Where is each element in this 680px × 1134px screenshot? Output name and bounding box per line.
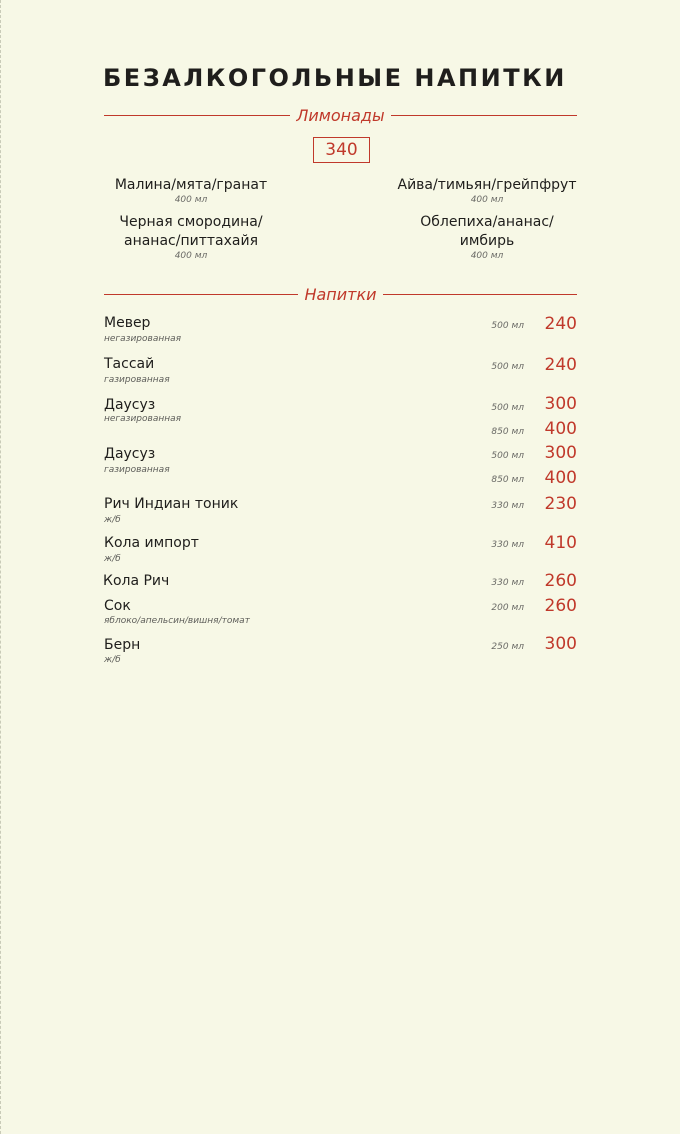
- lemonade-volume: 400 мл: [174, 251, 208, 261]
- drink-note: газированная: [104, 465, 170, 475]
- drink-volume: 250 мл: [491, 642, 524, 652]
- lemonade-item: [90, 176, 292, 206]
- drink-name: Тассай: [104, 356, 155, 372]
- drink-name: Сок: [104, 598, 131, 614]
- drink-price: 400: [544, 468, 577, 488]
- lemonades-heading: [104, 104, 577, 126]
- drink-note: яблоко/апельсин/вишня/томат: [104, 616, 250, 626]
- page-title: БЕЗАЛКОГОЛЬНЫЕ НАПИТКИ: [103, 64, 567, 92]
- drink-volume: 850 мл: [491, 427, 524, 437]
- lemonade-volume: 400 мл: [470, 195, 504, 205]
- lemonade-item: [376, 176, 598, 206]
- drink-price: 240: [544, 355, 577, 375]
- drinks-heading: [104, 283, 577, 305]
- drink-name: Кола Рич: [103, 573, 170, 589]
- drink-volume: 500 мл: [491, 403, 524, 413]
- drink-note: ж/б: [104, 554, 121, 564]
- divider-right: [391, 115, 577, 116]
- divider-left: [104, 294, 298, 295]
- drink-price: 300: [544, 634, 577, 654]
- lemonade-item: [376, 213, 598, 262]
- lemonade-name-line2: ананас/питтахайя: [124, 233, 258, 249]
- drink-note: негазированная: [104, 414, 182, 424]
- drink-price: 260: [544, 596, 577, 616]
- lemonade-name: Малина/мята/гранат: [114, 177, 268, 193]
- drink-price: 240: [544, 314, 577, 334]
- drink-volume: 200 мл: [491, 603, 524, 613]
- lemonade-item: [90, 213, 292, 262]
- drink-note: ж/б: [104, 515, 121, 525]
- drink-price: 410: [544, 533, 577, 553]
- drink-volume: 850 мл: [491, 475, 524, 485]
- drink-price: 300: [544, 443, 577, 463]
- drink-volume: 330 мл: [491, 501, 524, 511]
- drink-note: газированная: [104, 375, 170, 385]
- drink-volume: 330 мл: [491, 540, 524, 550]
- drink-volume: 500 мл: [491, 451, 524, 461]
- lemonade-name: Айва/тимьян/грейпфрут: [397, 177, 577, 193]
- lemonades-heading-label: Лимонады: [296, 105, 385, 125]
- lemonade-name-line1: Облепиха/ананас/: [420, 214, 554, 230]
- lemonades-price-box: 340: [313, 137, 370, 163]
- drink-name: Рич Индиан тоник: [104, 496, 239, 512]
- drinks-heading-label: Напитки: [304, 284, 377, 304]
- drink-price: 400: [544, 419, 577, 439]
- lemonade-volume: 400 мл: [174, 195, 208, 205]
- drink-price: 260: [544, 571, 577, 591]
- drink-price: 300: [544, 394, 577, 414]
- drink-price: 230: [544, 494, 577, 514]
- drink-volume: 330 мл: [491, 578, 524, 588]
- lemonade-volume: 400 мл: [470, 251, 504, 261]
- drink-volume: 500 мл: [491, 362, 524, 372]
- drink-name: Мевер: [104, 315, 151, 331]
- divider-right: [383, 294, 577, 295]
- divider-left: [104, 115, 290, 116]
- drink-volume: 500 мл: [491, 321, 524, 331]
- drink-name: Кола импорт: [104, 535, 199, 551]
- drink-note: негазированная: [104, 334, 182, 344]
- drink-note: ж/б: [104, 655, 121, 665]
- drink-name: Берн: [104, 637, 141, 653]
- drink-name: Даусуз: [104, 446, 156, 462]
- lemonade-name-line2: имбирь: [459, 233, 515, 249]
- page-edge: [0, 0, 2, 1134]
- drink-name: Даусуз: [104, 397, 156, 413]
- lemonade-name-line1: Черная смородина/: [119, 214, 263, 230]
